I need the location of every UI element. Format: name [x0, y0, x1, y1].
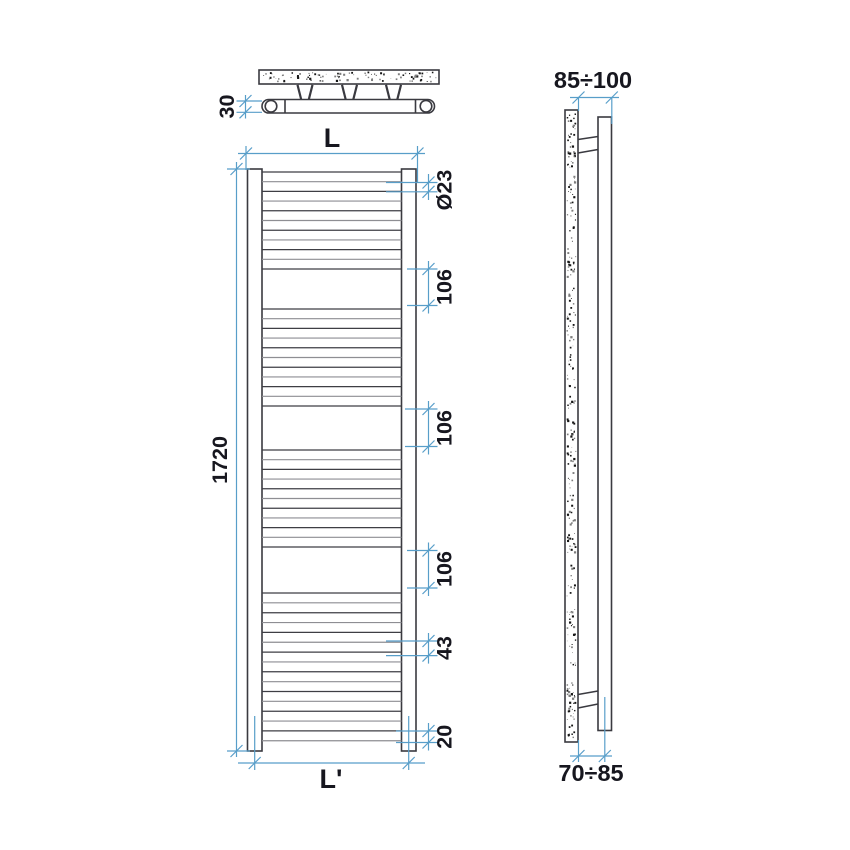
dim-gap-3-label: 106: [432, 551, 457, 587]
front-view: [208, 123, 457, 794]
front-left-column: [248, 169, 263, 751]
dim-width-overall: [238, 123, 425, 183]
dim-rung-pitch: [386, 633, 457, 664]
side-view: [554, 67, 632, 786]
dim-bracket-depth: [215, 95, 262, 119]
dim-width-centers: [238, 716, 425, 794]
dim-width-centers-label: L': [319, 764, 343, 794]
top-view-bracket-legs: [298, 85, 402, 100]
front-rungs: [262, 172, 402, 741]
dim-gap-2-label: 106: [432, 410, 457, 446]
dim-width-overall-label: L: [323, 123, 341, 153]
top-view-tube: [262, 100, 435, 114]
dim-height: [208, 162, 250, 757]
side-bracket-top: [578, 137, 598, 154]
top-view: [215, 70, 439, 119]
side-column: [598, 117, 612, 731]
dim-height-label: 1720: [208, 436, 233, 484]
side-bracket-bottom: [578, 691, 598, 708]
dim-wall-distance-bottom-label: 70÷85: [558, 760, 624, 786]
dim-bracket-depth-label: 30: [215, 94, 240, 119]
dim-tube-diameter-label: Ø23: [432, 169, 457, 211]
top-view-tube-right-port: [420, 100, 432, 112]
top-view-tube-left-port: [265, 100, 277, 112]
dim-wall-distance-top-label: 85÷100: [553, 67, 633, 93]
dim-rung-pitch-label: 43: [432, 636, 457, 660]
front-right-column: [402, 169, 417, 751]
dim-bottom-clearance-label: 20: [432, 724, 457, 749]
dim-gap-1-label: 106: [432, 269, 457, 305]
dim-tube-diameter: [386, 170, 457, 211]
